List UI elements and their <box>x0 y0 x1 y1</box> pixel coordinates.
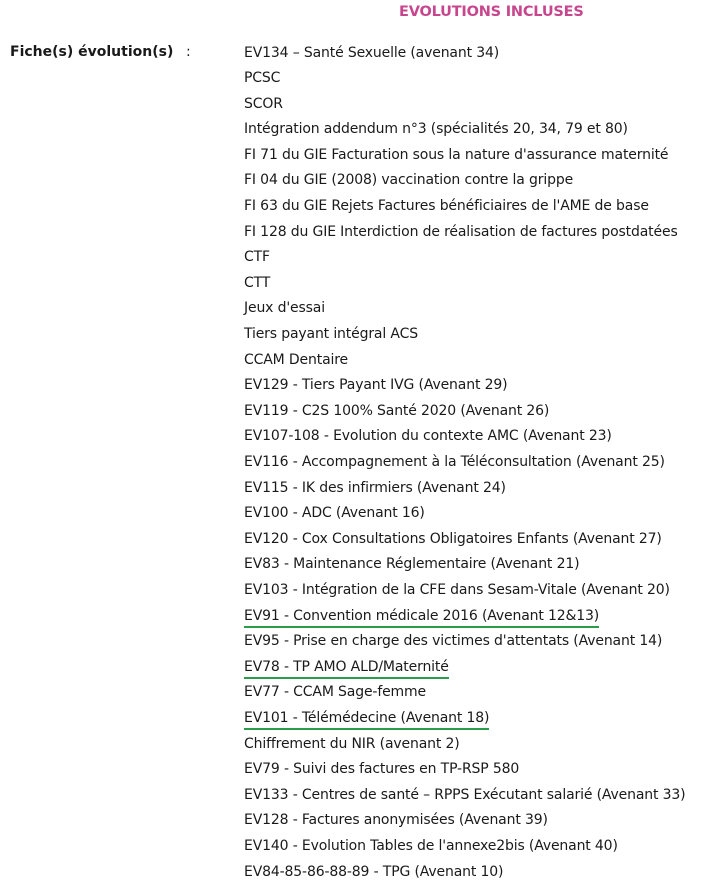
list-item-text: EV129 - Tiers Payant IVG (Avenant 29) <box>244 377 508 394</box>
list-item-text: SCOR <box>244 95 283 112</box>
list-item <box>244 580 685 606</box>
list-item-text: EV116 - Accompagnement à la Téléconsultation (Avenant 25) <box>244 454 665 470</box>
list-item <box>244 657 685 683</box>
list-item <box>244 324 685 350</box>
list-item-text: EV83 - Maintenance Réglementaire (Avenant 21) <box>244 556 580 573</box>
list-item <box>244 68 685 94</box>
list-item <box>244 196 685 222</box>
list-item <box>244 170 685 196</box>
list-item <box>244 503 685 529</box>
list-item <box>244 708 685 734</box>
list-item-text: PCSC <box>244 70 281 87</box>
list-item-text: EV77 - CCAM Sage-femme <box>244 684 426 701</box>
list-item-text: EV101 - Télémédecine (Avenant 18) <box>244 708 489 730</box>
list-item <box>244 452 685 478</box>
list-item <box>244 298 685 324</box>
list-item <box>244 606 685 632</box>
list-item <box>244 478 685 504</box>
list-item <box>244 836 685 862</box>
field-label: Fiche(s) évolution(s) <box>10 44 174 60</box>
list-item <box>244 554 685 580</box>
list-item-text: EV119 - C2S 100% Santé 2020 (Avenant 26) <box>244 402 550 419</box>
list-item <box>244 350 685 376</box>
field-colon: : <box>186 44 191 60</box>
list-item-text: CTF <box>244 249 270 266</box>
list-item <box>244 375 685 401</box>
list-item <box>244 529 685 555</box>
list-item <box>244 401 685 427</box>
list-item-text: EV78 - TP AMO ALD/Maternité <box>244 657 449 679</box>
list-item <box>244 119 685 145</box>
list-item <box>244 222 685 248</box>
list-item <box>244 734 685 760</box>
section-title: EVOLUTIONS INCLUSES <box>399 4 584 20</box>
list-item-text: EV100 - ADC (Avenant 16) <box>244 505 425 522</box>
list-item-text: Chiffrement du NIR (avenant 2) <box>244 735 460 752</box>
list-item-text: EV91 - Convention médicale 2016 (Avenant 12&13) <box>244 606 599 628</box>
list-item <box>244 682 685 708</box>
list-item-text: EV79 - Suivi des factures en TP-RSP 580 <box>244 761 520 778</box>
list-item-text: Jeux d'essai <box>244 300 325 317</box>
list-item-text: EV140 - Evolution Tables de l'annexe2bis (Avenant 40) <box>244 837 618 854</box>
list-item <box>244 43 685 69</box>
list-item-text: EV120 - Cox Consultations Obligatoires Enfants (Avenant 27) <box>244 530 662 547</box>
list-item <box>244 247 685 273</box>
list-item-text: EV128 - Factures anonymisées (Avenant 39) <box>244 812 548 829</box>
list-item-text: CTT <box>244 274 271 291</box>
list-item-text: Tiers payant intégral ACS <box>244 326 418 343</box>
evolution-list <box>244 43 685 888</box>
list-item-text: EV115 - IK des infirmiers (Avenant 24) <box>244 479 506 496</box>
list-item <box>244 94 685 120</box>
list-item-text: EV103 - Intégration de la CFE dans Sesam-Vitale (Avenant 20) <box>244 581 670 598</box>
list-item-text: EV84-85-86-88-89 - TPG (Avenant 10) <box>244 863 504 880</box>
list-item-text: EV133 - Centres de santé – RPPS Exécutant salarié (Avenant 33) <box>244 786 686 803</box>
list-item-text: EV134 – Santé Sexuelle (avenant 34) <box>244 44 500 61</box>
list-item-text: EV107-108 - Evolution du contexte AMC (Avenant 23) <box>244 428 612 445</box>
list-item-text: CCAM Dentaire <box>244 351 348 368</box>
list-item <box>244 273 685 299</box>
list-item-text: FI 71 du GIE Facturation sous la nature d'assurance maternité <box>244 146 669 163</box>
list-item <box>244 862 685 888</box>
list-item <box>244 145 685 171</box>
list-item <box>244 785 685 811</box>
list-item-text: EV95 - Prise en charge des victimes d'attentats (Avenant 14) <box>244 633 663 650</box>
list-item <box>244 759 685 785</box>
list-item-text: FI 128 du GIE Interdiction de réalisation de factures postdatées <box>244 223 678 240</box>
list-item-text: FI 63 du GIE Rejets Factures bénéficiaires de l'AME de base <box>244 198 649 215</box>
list-item <box>244 426 685 452</box>
list-item <box>244 810 685 836</box>
list-item <box>244 631 685 657</box>
list-item-text: FI 04 du GIE (2008) vaccination contre la grippe <box>244 172 574 189</box>
list-item-text: Intégration addendum n°3 (spécialités 20, 34, 79 et 80) <box>244 121 628 138</box>
